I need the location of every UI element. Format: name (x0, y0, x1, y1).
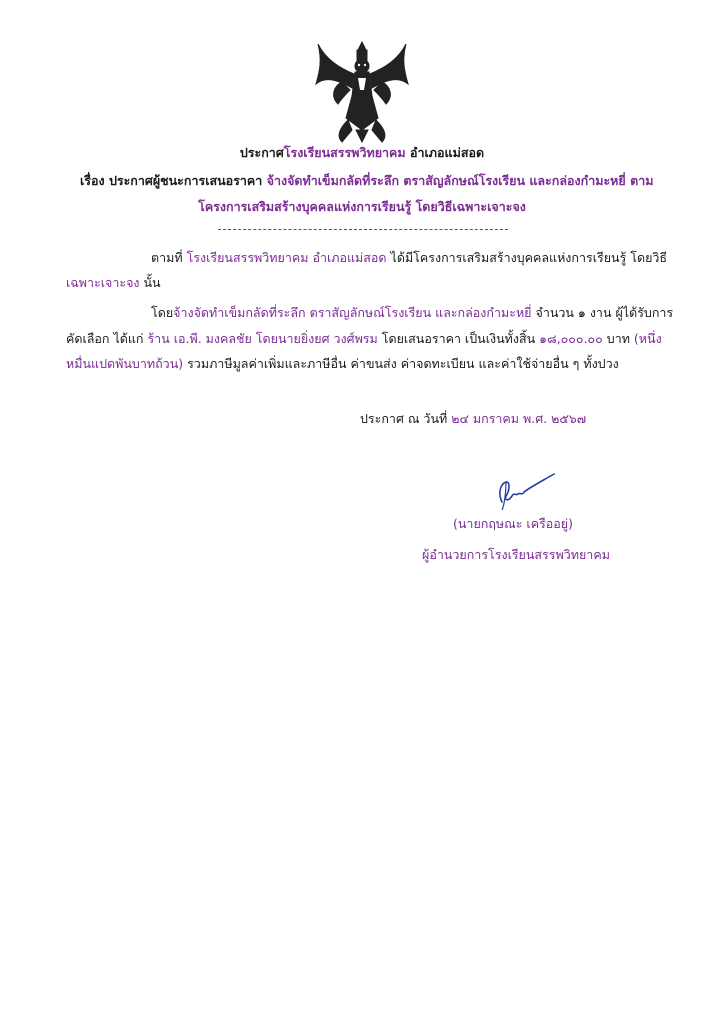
p1-mid: ได้มีโครงการเสริมสร้างบุคคลแห่งการเรียนรู้ โดยวิธี (386, 250, 668, 265)
announce-date-line (360, 410, 586, 428)
p2-inclusions: รวมภาษีมูลค่าเพิ่มและภาษีอื่น ค่าขนส่ง ค่าจดทะเบียน และค่าใช้จ่ายอื่น ๆ ทั้งปวง (183, 356, 619, 371)
p2-item: จ้างจัดทำเข็มกลัดที่ระลึก ตราสัญลักษณ์โรงเรียน และกล่องกำมะหยี่ (173, 305, 532, 320)
p2-currency: บาท (602, 331, 634, 346)
paragraph-2-line-1 (151, 304, 673, 322)
divider-line (218, 229, 508, 230)
paragraph-2-line-2 (66, 330, 662, 348)
p1-end: นั้น (139, 275, 161, 290)
p1-lead: ตามที่ (151, 250, 187, 265)
subject-label: เรื่อง ประกาศผู้ชนะการเสนอราคา (80, 173, 267, 188)
paragraph-2-line-3 (66, 355, 619, 373)
title-district: อำเภอแม่สอด (405, 145, 485, 160)
p2-amount: ๑๘,๐๐๐.๐๐ (539, 331, 603, 346)
p1-method: เฉพาะเจาะจง (66, 275, 140, 290)
p1-school: โรงเรียนสรรพวิทยาคม อำเภอแม่สอด (186, 250, 387, 265)
p2-price-label: โดยเสนอราคา เป็นเงินทั้งสิ้น (377, 331, 540, 346)
paragraph-1-line-2 (66, 274, 161, 292)
title-prefix: ประกาศ (239, 145, 284, 160)
garuda-emblem-icon (312, 38, 412, 146)
p2-quantity: จำนวน ๑ งาน ผู้ได้รับการ (531, 305, 674, 320)
title-school: โรงเรียนสรรพวิทยาคม (283, 145, 406, 160)
signatory-name: (นายกฤษณะ เครืออยู่) (453, 516, 573, 531)
signatory-position: ผู้อำนวยการโรงเรียนสรรพวิทยาคม (422, 547, 610, 562)
announce-date: ๒๔ มกราคม พ.ศ. ๒๕๖๗ (451, 411, 587, 426)
p2-amount-words-2: หมื่นแปดพันบาทถ้วน) (66, 356, 184, 371)
announce-label: ประกาศ ณ วันที่ (360, 411, 452, 426)
announcement-title (0, 144, 724, 162)
paragraph-1-line-1 (151, 249, 667, 267)
p2-vendor: ร้าน เอ.พี. มงคลชัย โดยนายยิ่งยศ วงศ์พรม (147, 331, 378, 346)
subject-text-1: จ้างจัดทำเข็มกลัดที่ระลึก ตราสัญลักษณ์โรงเรียน และกล่องกำมะหยี่ ตาม (266, 173, 654, 188)
p2-selected-label: คัดเลือก ได้แก่ (66, 331, 148, 346)
p2-amount-words-1: (หนึ่ง (633, 331, 662, 346)
subject-line-2: โครงการเสริมสร้างบุคคลแห่งการเรียนรู้ โดยวิธีเฉพาะเจาะจง (198, 199, 526, 214)
handwritten-signature (488, 466, 558, 512)
subject-line-1 (80, 172, 653, 190)
p2-lead: โดย (151, 305, 174, 320)
